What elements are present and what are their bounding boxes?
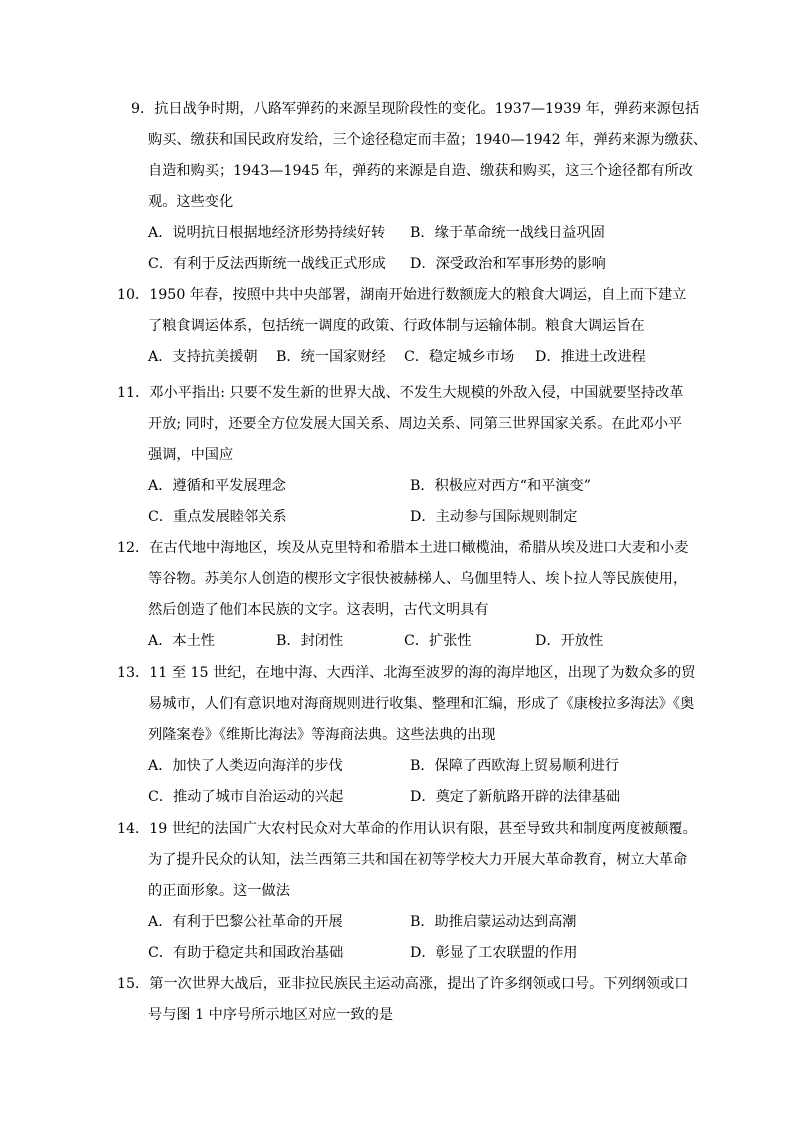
- option-b[interactable]: B．积极应对西方“和平演变”: [410, 478, 591, 494]
- option-d[interactable]: D．主动参与国际规则制定: [410, 509, 578, 525]
- question-13: [117, 658, 696, 813]
- question-number: 14．: [117, 821, 150, 837]
- option-c[interactable]: C．有利于反法西斯统一战线正式形成: [148, 256, 386, 272]
- option-d[interactable]: D．开放性: [535, 633, 604, 649]
- question-10: [117, 280, 687, 373]
- question-number: 10．: [117, 287, 150, 303]
- options-row: [117, 342, 677, 373]
- option-c[interactable]: C．稳定城乡市场: [404, 349, 515, 365]
- option-c[interactable]: C．重点发展睦邻关系: [148, 509, 287, 525]
- question-number: 13．: [117, 665, 150, 681]
- option-b[interactable]: B．保障了西欧海上贸易顺利进行: [410, 758, 620, 774]
- option-c[interactable]: C．扩张性: [404, 633, 472, 649]
- question-stem-line: 然后创造了他们本民族的文字。这表明，古代文明具有: [148, 602, 489, 618]
- question-number: 9．: [131, 101, 155, 117]
- options-row: [117, 218, 677, 249]
- option-d[interactable]: D．推进土改进程: [535, 349, 646, 365]
- option-b[interactable]: B．助推启蒙运动达到高潮: [410, 914, 577, 930]
- options-row: [117, 907, 677, 938]
- question-number: 11．: [117, 385, 150, 401]
- question-stem-line: 为了提升民众的认知，法兰西第三共和国在初等学校大力开展大革命教育，树立大革命: [148, 852, 688, 868]
- question-stem-line: 了粮食调运体系，包括统一调度的政策、行政体制与运输体制。粮食大调运旨在: [148, 318, 645, 334]
- question-stem-line: 列隆案卷》《维斯比海法》等海商法典。这些法典的出现: [148, 727, 496, 743]
- option-a[interactable]: A．加快了人类迈向海洋的步伐: [148, 758, 343, 774]
- question-stem-line: 强调，中国应: [148, 447, 234, 463]
- question-stem-line: 购买、缴获和国民政府发给，三个途径稳定而丰盈；1940—1942 年，弹药来源为缴获、: [148, 132, 708, 148]
- question-stem-line: 观。这些变化: [148, 194, 234, 210]
- question-stem-line: 11 至 15 世纪，在地中海、大西洋、北海至波罗的海的海岸地区，出现了为数众多的贸: [149, 665, 696, 681]
- option-b[interactable]: B．缘于革命统一战线日益巩固: [410, 225, 605, 241]
- question-9: [117, 94, 708, 280]
- option-c[interactable]: C．有助于稳定共和国政治基础: [148, 945, 344, 961]
- option-c[interactable]: C．推动了城市自治运动的兴起: [148, 789, 344, 805]
- question-number: 12．: [117, 540, 150, 556]
- question-stem-line: 邓小平指出: 只要不发生新的世界大战、不发生大规模的外敌入侵，中国就要坚持改革: [149, 385, 684, 401]
- question-stem-line: 第一次世界大战后，亚非拉民族民主运动高涨，提出了许多纲领或口号。下列纲领或口: [149, 976, 689, 992]
- options-row: [117, 502, 677, 533]
- question-stem-line: 在古代地中海地区，埃及从克里特和希腊本土进口橄榄油，希腊从埃及进口大麦和小麦: [149, 540, 689, 556]
- question-number: 15．: [117, 976, 150, 992]
- question-stem-line: 1950 年春，按照中共中央部署，湖南开始进行数额庞大的粮食大调运，自上而下建立: [149, 287, 687, 303]
- option-a[interactable]: A．支持抗美援朝: [148, 349, 258, 365]
- question-stem-line: 19 世纪的法国广大农村民众对大革命的作用认识有限，甚至导致共和制度两度被颠覆。: [149, 821, 697, 837]
- option-a[interactable]: A．说明抗日根据地经济形势持续好转: [148, 225, 386, 241]
- question-stem-line: 抗日战争时期，八路军弹药的来源呈现阶段性的变化。1937—1939 年，弹药来源包括: [154, 101, 700, 117]
- option-a[interactable]: A．有利于巴黎公社革命的开展: [148, 914, 343, 930]
- question-15: [117, 969, 689, 1031]
- options-row: [117, 249, 677, 280]
- question-stem-line: 开放; 同时，还要全方位发展大国关系、周边关系、同第三世界国家关系。在此邓小平: [148, 416, 683, 432]
- question-stem-line: 易城市，人们有意识地对海商规则进行收集、整理和汇编，形成了《康梭拉多海法》《奥: [148, 696, 695, 712]
- question-11: [117, 378, 684, 533]
- question-stem-line: 号与图 1 中序号所示地区对应一致的是: [148, 1007, 394, 1023]
- question-12: [117, 533, 689, 657]
- option-b[interactable]: B．统一国家财经: [276, 349, 386, 365]
- option-a[interactable]: A．遵循和平发展理念: [148, 478, 286, 494]
- question-stem-line: 自造和购买；1943—1945 年，弹药的来源是自造、缴获和购买，这三个途径都有所改: [148, 163, 693, 179]
- option-a[interactable]: A．本土性: [148, 633, 215, 649]
- question-stem-line: 等谷物。苏美尔人创造的楔形文字很快被赫梯人、乌伽里特人、埃卜拉人等民族使用，: [148, 571, 688, 587]
- option-d[interactable]: D．深受政治和军事形势的影响: [410, 256, 606, 272]
- option-d[interactable]: D．彰显了工农联盟的作用: [410, 945, 578, 961]
- options-row: [117, 938, 677, 969]
- option-b[interactable]: B．封闭性: [276, 633, 344, 649]
- option-d[interactable]: D．奠定了新航路开辟的法律基础: [410, 789, 621, 805]
- options-row: [117, 626, 677, 657]
- question-14: [117, 814, 697, 969]
- options-row: [117, 782, 677, 813]
- question-stem-line: 的正面形象。这一做法: [148, 883, 290, 899]
- options-row: [117, 471, 677, 502]
- options-row: [117, 751, 677, 782]
